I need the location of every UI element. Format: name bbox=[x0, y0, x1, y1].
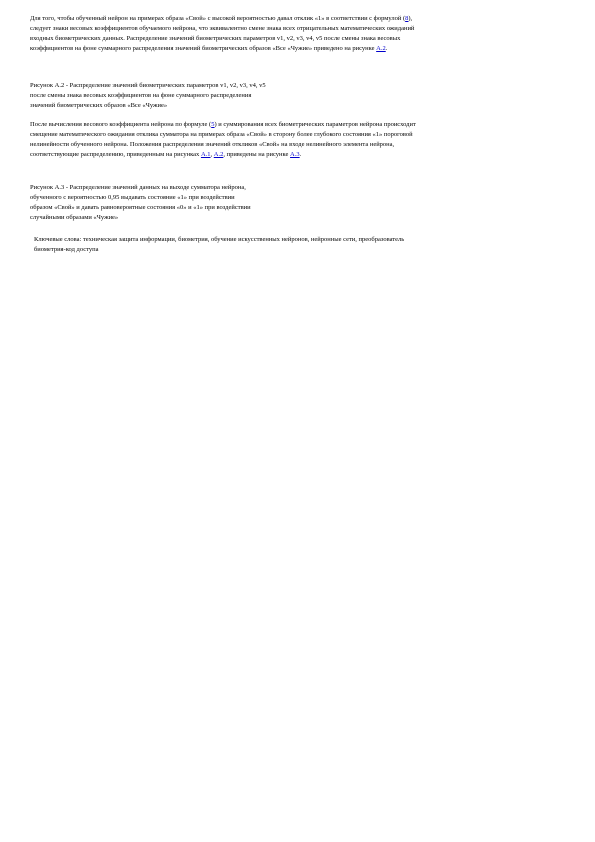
paragraph-text: После вычисления весового коэффициента нейрона по формуле ( bbox=[30, 121, 212, 128]
paragraph-weights bbox=[30, 120, 565, 160]
caption-line: обученного с вероятностью 0,95 выдавать состояние «1» при воздействии bbox=[30, 194, 235, 201]
paragraph-line bbox=[30, 14, 565, 24]
caption-line: случайными образами «Чужие» bbox=[30, 214, 119, 221]
paragraph-text: . bbox=[299, 151, 302, 158]
paragraph-text: Для того, чтобы обученный нейрон на примерах образа «Свой» с высокой вероятностью давал отклик «1» в соответствии с формулой ( bbox=[30, 15, 406, 22]
caption-line: после смены знака весовых коэффициентов на фоне суммарного распределения bbox=[30, 92, 252, 99]
paragraph-line: входных биометрических данных. Распределение значений биометрических параметров v1, v2, v3, v4, v5 после смены знака весовых bbox=[30, 35, 401, 42]
paragraph-line: нелинейности обученного нейрона. Положения распределения значений откликов «Свой» на входе нелинейного элемента нейрона, bbox=[30, 141, 395, 148]
paragraph-line bbox=[30, 150, 565, 160]
figure-link-a1[interactable]: А.1 bbox=[200, 151, 211, 158]
paragraph-text: ) и суммирования всех биометрических параметров нейрона происходит bbox=[214, 121, 416, 128]
figure-link-a3[interactable]: А.3 bbox=[290, 151, 300, 158]
paragraph-line: смещение математического ожидания отклика сумматора на примерах образа «Свой» в сторону более глубокого состояния «1» пороговой bbox=[30, 131, 413, 138]
paragraph-text: соответствующие распределению, приведенным на рисунках bbox=[30, 151, 201, 158]
paragraph-text: , приведены на рисунке bbox=[223, 151, 291, 158]
formula-link-5[interactable]: 5 bbox=[211, 121, 215, 128]
paragraph-line: следует знаки весовых коэффициентов обучаемого нейрона, что эквивалентно смене знака всех отрицательных математических ожиданий bbox=[30, 25, 415, 32]
paragraph-line bbox=[30, 120, 565, 130]
paragraph-text: . bbox=[385, 45, 388, 52]
paragraph-line bbox=[30, 44, 565, 54]
caption-line: образом «Свой» и давать равновероятные состояния «0» и «1» при воздействии bbox=[30, 204, 251, 211]
caption-line: Рисунок А.2 - Распределение значений биометрических параметров v1, v2, v3, v4, v5 bbox=[30, 82, 266, 89]
figure-link-a2[interactable]: А.2 bbox=[376, 45, 386, 52]
caption-line: значений биометрических образов «Все «Чужие» bbox=[30, 102, 168, 109]
figure-link-a2[interactable]: А.2 bbox=[213, 151, 224, 158]
figure-caption-a3 bbox=[30, 183, 565, 223]
paragraph-intro bbox=[30, 14, 565, 54]
figure-caption-a2 bbox=[30, 81, 565, 111]
keywords-line: Ключевые слова: техническая защита информации, биометрия, обучение искусственных нейронов, нейронные сети, преобразователь bbox=[34, 236, 405, 243]
paragraph-text: , bbox=[210, 151, 214, 158]
paragraph-text: ), bbox=[408, 15, 413, 22]
formula-link-8[interactable]: 8 bbox=[405, 15, 409, 22]
keywords-line: биометрия-код доступа bbox=[34, 246, 99, 253]
keywords bbox=[34, 235, 569, 255]
paragraph-text: коэффициентов на фоне суммарного распределения значений биометрических образов «Все «Чужие» приведено на рисунке bbox=[30, 45, 377, 52]
caption-line: Рисунок А.3 - Распределение значений данных на выходе сумматора нейрона, bbox=[30, 184, 246, 191]
